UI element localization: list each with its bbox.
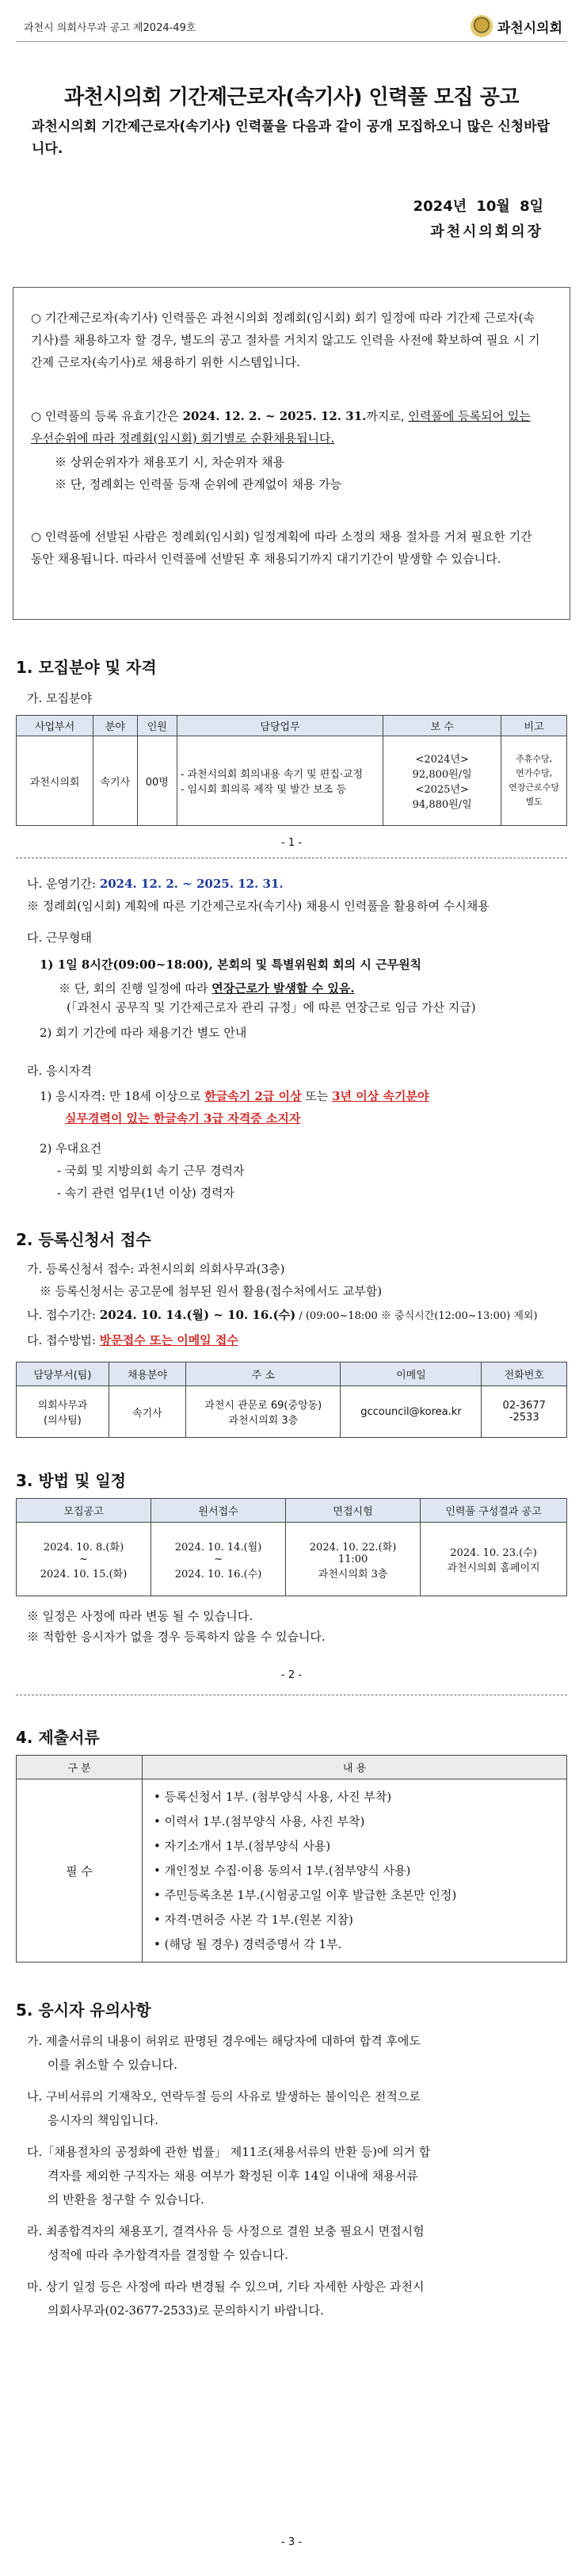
schedule-table: 모집공고 원서접수 면접시험 인력풀 구성결과 공고 2024. 10. 8.(화) ~ 2024. 10. 15.(화) 2024. 10. 14.(월) ~ 2024. 10. 16.(수) 2024. 10. 22.(화) 11:00 과천시의회 3층 2024. 10. 23.(수) 과천시의회 홈페이지 [16, 1498, 567, 1596]
page-number-3: - 3 - [281, 2536, 302, 2548]
caution-ga: 가. 제출서류의 내용이 허위로 판명된 경우에는 해당자에 대하여 합격 후에도 이를 취소할 수 있습니다. [27, 2034, 421, 2072]
council-emblem-icon [471, 15, 493, 37]
list-item: • 개인정보 수집·이용 동의서 1부.(첨부양식 사용) [154, 1863, 411, 1878]
list-item: • 이력서 1부.(첨부양식 사용, 사진 부착) [154, 1814, 365, 1829]
recruitment-table [16, 715, 567, 826]
schedule-note-2: ※ 적합한 응시자가 없을 경우 등록하지 않을 수 있습니다. [27, 1630, 326, 1644]
submission-place: 가. 등록신청서 접수: 과천시의회 의회사무과(3층) [27, 1262, 285, 1276]
list-item: • 자격·면허증 사본 각 1부.(원본 지참) [154, 1912, 353, 1927]
work-type-2: 2) 회기 기간에 따라 채용기간 별도 안내 [40, 1026, 247, 1040]
caution-na: 나. 구비서류의 기재착오, 연락두절 등의 사유로 발생하는 불이익은 전적으로 응시자의 책임입니다. [27, 2089, 421, 2127]
page-number-1: - 1 - [281, 837, 302, 849]
notice-paragraph-3: ○ 인력풀에 선발된 사람은 정례회(임시회) 일정계획에 따라 소정의 채용 절차를 거쳐 필요한 기간 동안 채용됩니다. 따라서 인력풀에 선발된 후 채용되기까지 대기기간이 발생할 수 있습니다. [31, 529, 532, 566]
work-type-note-1: ※ 단, 회의 진행 일정에 따라 연장근로가 발생할 수 있음. [59, 981, 355, 996]
submission-period: 나. 접수기간: 2024. 10. 14.(월) ~ 10. 16.(수) / (09:00~18:00 ※ 중식시간(12:00~13:00) 제외) [27, 1308, 538, 1322]
schedule-note-1: ※ 일정은 사정에 따라 변동 될 수 있습니다. [27, 1609, 253, 1623]
eligibility-1-cont: 실무경력이 있는 한글속기 3급 자격증 소지자 [65, 1111, 301, 1126]
contact-email[interactable]: gccouncil@korea.kr [341, 1386, 482, 1438]
section-5-title: 5. 응시자 유의사항 [16, 2001, 151, 2020]
submission-note: ※ 등록신청서는 공고문에 첨부된 원서 활용(접수처에서도 교부함) [40, 1284, 383, 1298]
section-2-title: 2. 등록신청서 접수 [16, 1230, 151, 1249]
col-pay: 보 수 [383, 716, 501, 736]
submission-method: 다. 접수방법: 방문접수 또는 이메일 접수 [27, 1333, 238, 1347]
page-title: 과천시의회 기간제근로자(속기사) 인력풀 모집 공고 [64, 86, 519, 109]
announcement-date: 2024년 10월 8일 [413, 198, 543, 215]
announcement-org: 과천시의회의장 [430, 224, 543, 240]
work-type-note-2: (「과천시 공무직 및 기간제근로자 관리 규정」에 따른 연장근로 임금 가산 지급) [67, 1000, 476, 1015]
col-dept: 사업부서 [17, 716, 93, 736]
table-row: 2024. 10. 8.(화) ~ 2024. 10. 15.(화) 2024. 10. 14.(월) ~ 2024. 10. 16.(수) 2024. 10. 22.(화) 11:00 과천시의회 3층 2024. 10. 23.(수) 과천시의회 홈페이지 [17, 1523, 567, 1596]
preference-2: - 속기 관련 업무(1년 이상) 경력자 [57, 1186, 235, 1200]
operation-period: 나. 운영기간: 2024. 12. 2. ~ 2025. 12. 31. [27, 877, 284, 891]
work-type-1: 1) 1일 8시간(09:00~18:00), 본회의 및 특별위원회 회의 시 근무원칙 [40, 957, 422, 972]
document-number: 과천시 의회사무과 공고 제2024-49호 [24, 21, 196, 34]
notice-box [13, 287, 570, 620]
section-4-title: 4. 제출서류 [16, 1728, 100, 1747]
list-item: • (해당 될 경우) 경력증명서 각 1부. [154, 1936, 342, 1951]
council-logo-text: 과천시의회 [497, 20, 562, 36]
section-1a-heading: 가. 모집분야 [27, 691, 92, 705]
operation-note: ※ 정례회(임시회) 계획에 따른 기간제근로자(속기사) 채용시 인력풀을 활용하여 수시채용 [27, 899, 490, 913]
table-row: 의회사무과 (의사팀) 속기사 과천시 관문로 69(중앙동) 과천시의회 3층 gccouncil@korea.kr 02-3677 -2533 [17, 1386, 567, 1438]
col-count: 인원 [137, 716, 177, 736]
notice-paragraph-2: ○ 인력풀의 등록 유효기간은 2024. 12. 2. ~ 2025. 12. 31.까지로, 인력풀에 등록되어 있는 우선순위에 따라 정례회(임시회) 회기별로 순환채용됩니다. [31, 409, 531, 445]
preference-heading: 2) 우대요건 [40, 1141, 102, 1156]
intro-text: 과천시의회 기간제근로자(속기사) 인력풀을 다음과 같이 공개 모집하오니 많은 신청바랍니다. [32, 119, 551, 157]
eligibility-1: 1) 응시자격: 만 18세 이상으로 한글속기 2급 이상 또는 3년 이상 속기분야 [40, 1089, 429, 1103]
council-logo [471, 15, 562, 37]
col-duty: 담당업무 [177, 716, 383, 736]
col-field: 분야 [93, 716, 137, 736]
contact-table: 담당부서(팀) 채용분야 주 소 이메일 전화번호 의회사무과 (의사팀) 속기사 과천시 관문로 69(중앙동) 과천시의회 3층 gccouncil@korea.kr 02-3677 -2533 [16, 1362, 567, 1438]
work-type-heading: 다. 근무형태 [27, 931, 92, 945]
table-row: 과천시의회 속기사 00명 - 과천시의회 회의내용 속기 및 편집·교정 - 임시회 회의록 제작 및 발간 보조 등 <2024년> 92,800원/일 <2025년> 94,880원/일 주휴수당, 연가수당, 연장근로수당 별도 [17, 736, 567, 826]
section-3-title: 3. 방법 및 일정 [16, 1471, 127, 1490]
list-item: • 주민등록초본 1부.(시험공고일 이후 발급한 초본만 인정) [154, 1887, 457, 1902]
notice-note-1: ※ 상위순위자가 채용포기 시, 차순위자 채용 [55, 455, 284, 469]
caution-ra: 라. 최종합격자의 채용포기, 결격사유 등 사정으로 결원 보충 필요시 면접시험 성적에 따라 추가합격자를 결정할 수 있습니다. [27, 2224, 425, 2262]
section-1-title: 1. 모집분야 및 자격 [16, 658, 157, 677]
col-note: 비고 [501, 716, 567, 736]
caution-ma: 마. 상기 일정 등은 사정에 따라 변경될 수 있으며, 기타 자세한 사항은 과천시 의회사무과(02-3677-2533)로 문의하시기 바랍니다. [27, 2280, 425, 2318]
list-item: • 자기소개서 1부.(첨부양식 사용) [154, 1838, 331, 1853]
caution-da: 다.「채용절차의 공정화에 관한 법률」 제11조(채용서류의 반환 등)에 의거 합 격자를 제외한 구직자는 채용 여부가 확정된 이후 14일 이내에 채용서류 의 반환을 청구할 수 있습니다. [27, 2145, 431, 2207]
documents-table: 구 분 내 용 필 수 • 등록신청서 1부. (첨부양식 사용, 사진 부착) • 이력서 1부.(첨부양식 사용, 사진 부착) • 자기소개서 1부.(첨부양식 사용) • 개인정보 수집·이용 동의서 1부.(첨부양식 사용) • 주민등록초본 1부.(시험공고일 이후 발급한 초본만 인정) • 자격·면허증 사본 각 1부.(원본 지참) • (해당 될 경우) 경력증명서 각 1부. [16, 1755, 567, 1963]
document-header [16, 11, 567, 42]
preference-1: - 국회 및 지방의회 속기 근무 경력자 [57, 1164, 245, 1178]
page-number-2: - 2 - [281, 1669, 302, 1681]
notice-note-2: ※ 단, 정례회는 인력풀 등재 순위에 관계없이 채용 가능 [55, 477, 342, 491]
eligibility-heading: 라. 응시자격 [27, 1064, 92, 1078]
list-item: • 등록신청서 1부. (첨부양식 사용, 사진 부착) [154, 1789, 392, 1804]
notice-paragraph-1: ○ 기간제근로자(속기사) 인력풀은 과천시의회 정례회(임시회) 회기 일정에 따라 기간제 근로자(속기사)를 채용하고자 할 경우, 별도의 공고 절차를 거치지 않고도 인력을 사전에 확보하여 필요 시 기간제 근로자(속기사)로 채용하기 위한 시스템입니다. [31, 311, 540, 369]
table-row: 필 수 • 등록신청서 1부. (첨부양식 사용, 사진 부착) • 이력서 1부.(첨부양식 사용, 사진 부착) • 자기소개서 1부.(첨부양식 사용) • 개인정보 수집·이용 동의서 1부.(첨부양식 사용) • 주민등록초본 1부.(시험공고일 이후 발급한 초본만 인정) • 자격·면허증 사본 각 1부.(원본 지참) • (해당 될 경우) 경력증명서 각 1부. [17, 1779, 567, 1963]
